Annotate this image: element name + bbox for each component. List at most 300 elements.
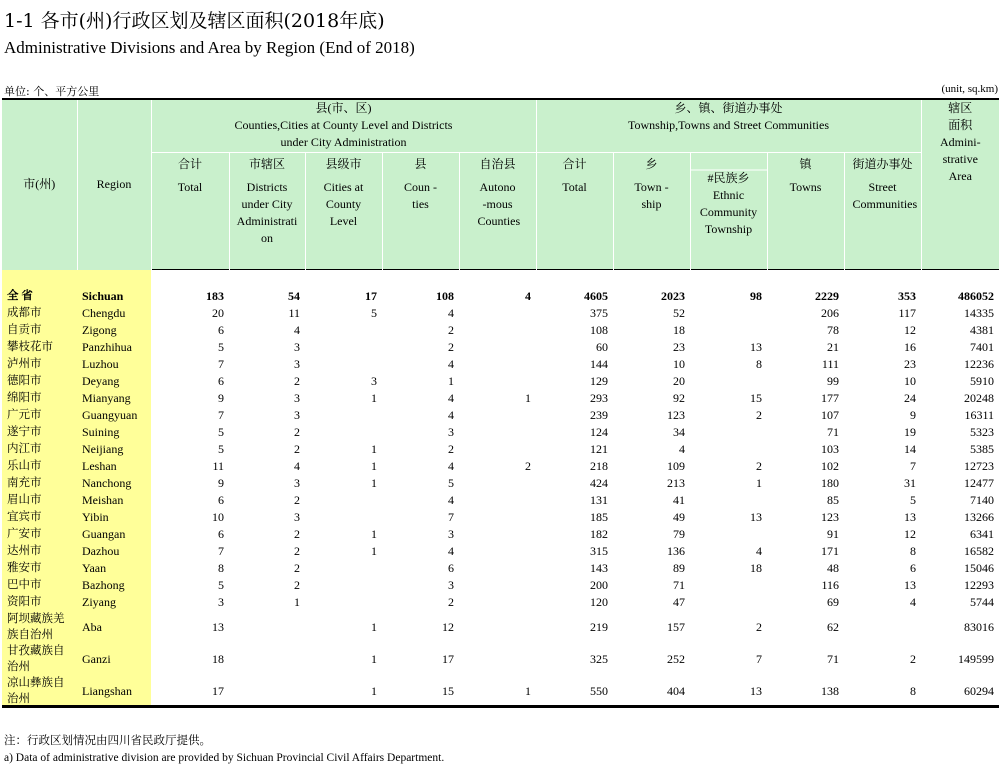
value-cell: 3 (371, 374, 377, 388)
value-cell (459, 305, 536, 322)
value-cell: 7 (756, 652, 762, 666)
value-cell: 138 (767, 675, 844, 708)
value-cell: 4 (448, 306, 454, 320)
region-name-en: Sichuan (77, 288, 151, 305)
value-cell: 149599 (958, 652, 995, 666)
value-cell: 17 (365, 289, 377, 303)
region-name-cn: 巴中市 (2, 577, 77, 594)
value-cell: 404 (613, 675, 690, 708)
value-cell: 78 (827, 323, 839, 337)
value-cell: 31 (904, 476, 917, 490)
table-row (2, 390, 999, 407)
table-row (2, 407, 999, 424)
value-cell (844, 611, 921, 643)
value-cell: 18 (673, 323, 685, 337)
value-cell: 107 (821, 408, 839, 422)
value-cell: 21 (827, 340, 839, 354)
value-cell: 7 (218, 408, 224, 422)
region-name-cn: 成都市 (2, 305, 77, 322)
region-name-cn: 广元市 (2, 407, 77, 424)
region-name-en: Aba (77, 611, 151, 643)
value-cell: 4 (448, 544, 454, 558)
value-cell (305, 492, 382, 509)
value-cell (305, 322, 382, 339)
footnote-en: a) Data of administrative division are provided by Sichuan Provincial Civil Affairs Department. (4, 752, 445, 764)
header-township-group-cn: 乡、镇、街道办事处 (674, 101, 783, 115)
value-cell: 3 (294, 340, 300, 354)
header-area-cn: 辖区面积 (948, 101, 973, 132)
value-cell (690, 441, 767, 458)
value-cell: 8 (844, 675, 921, 708)
page-title-en: Administrative Divisions and Area by Region (End of 2018) (4, 38, 415, 57)
value-cell: 117 (898, 306, 917, 320)
value-cell: 1 (371, 442, 377, 456)
footnote-cn: 注：行政区划情况由四川省民政厅提供。 (4, 733, 211, 747)
value-cell: 2 (756, 408, 762, 422)
value-cell: 8 (756, 357, 762, 371)
value-cell (459, 441, 536, 458)
value-cell: 7140 (970, 493, 995, 507)
header-area (921, 99, 999, 270)
header-city-cn: 市(州) (2, 99, 77, 270)
value-cell (690, 373, 767, 390)
value-cell: 20248 (964, 391, 995, 405)
header-col-street: 街道办事处 Street Communities (844, 153, 921, 270)
value-cell: 4 (910, 595, 917, 609)
value-cell: 10 (673, 357, 685, 371)
region-name-cn: 广安市 (2, 526, 77, 543)
region-name-cn: 雅安市 (2, 560, 77, 577)
region-name-cn: 绵阳市 (2, 390, 77, 407)
value-cell: 5 (218, 578, 224, 592)
region-name-en: Panzhihua (77, 339, 151, 356)
region-name-en: Chengdu (77, 305, 151, 322)
value-cell: 14335 (964, 306, 995, 320)
value-cell (305, 407, 382, 424)
region-name-en: Liangshan (77, 675, 151, 708)
value-cell: 71 (827, 652, 839, 666)
region-name-cn: 达州市 (2, 543, 77, 560)
value-cell: 9 (910, 408, 917, 422)
value-cell: 131 (590, 493, 608, 507)
value-cell (305, 577, 382, 594)
value-cell: 218 (590, 459, 608, 473)
value-cell: 2 (294, 374, 300, 388)
value-cell: 3 (294, 408, 300, 422)
value-cell: 7 (218, 357, 224, 371)
value-cell: 2 (448, 323, 454, 337)
value-cell: 1 (525, 391, 531, 405)
value-cell: 109 (667, 459, 685, 473)
value-cell: 2 (756, 459, 762, 473)
region-name-en: Dazhou (77, 543, 151, 560)
table-row (2, 475, 999, 492)
value-cell: 12236 (964, 357, 995, 371)
value-cell: 6341 (970, 527, 995, 541)
value-cell: 19 (904, 425, 917, 439)
value-cell: 2 (294, 442, 300, 456)
value-cell: 6 (218, 374, 224, 388)
value-cell: 120 (590, 595, 608, 609)
value-cell: 123 (667, 408, 685, 422)
value-cell: 12723 (964, 459, 995, 473)
value-cell: 5744 (970, 595, 995, 609)
value-cell: 3 (294, 391, 300, 405)
value-cell: 1 (756, 476, 762, 490)
header-col-ethnic-township: #民族乡 Ethnic Community Township (690, 153, 767, 270)
region-name-en: Guangyuan (77, 407, 151, 424)
region-name-en: Neijiang (77, 441, 151, 458)
value-cell: 17 (151, 675, 229, 708)
value-cell (459, 339, 536, 356)
value-cell (305, 560, 382, 577)
value-cell: 3 (448, 578, 454, 592)
value-cell (305, 424, 382, 441)
value-cell: 293 (590, 391, 608, 405)
value-cell: 1 (371, 620, 377, 634)
value-cell: 136 (667, 544, 685, 558)
value-cell: 16 (904, 340, 917, 354)
value-cell: 4 (525, 289, 531, 303)
value-cell: 2 (294, 527, 300, 541)
value-cell: 1 (371, 476, 377, 490)
table-row (2, 526, 999, 543)
value-cell: 9 (218, 476, 224, 490)
value-cell: 41 (673, 493, 685, 507)
value-cell (305, 339, 382, 356)
header-area-en: Admini-strative Area (939, 135, 981, 183)
value-cell: 5910 (970, 374, 995, 388)
value-cell: 5323 (970, 425, 995, 439)
value-cell: 10 (904, 374, 917, 388)
header-col-township-total: 合计 Total (536, 153, 613, 270)
value-cell: 102 (821, 459, 839, 473)
table-row (2, 373, 999, 390)
value-cell: 315 (590, 544, 608, 558)
table-row-total (2, 288, 999, 305)
value-cell: 4 (448, 408, 454, 422)
table-row (2, 424, 999, 441)
region-name-cn: 宜宾市 (2, 509, 77, 526)
value-cell: 89 (673, 561, 685, 575)
region-name-en: Yaan (77, 560, 151, 577)
region-name-cn: 资阳市 (2, 594, 77, 611)
region-name-en: Mianyang (77, 390, 151, 407)
value-cell: 5 (448, 476, 454, 490)
value-cell (459, 543, 536, 560)
value-cell: 20 (212, 306, 224, 320)
value-cell: 2 (756, 620, 762, 634)
value-cell: 52 (673, 306, 685, 320)
table-row (2, 441, 999, 458)
value-cell: 108 (436, 289, 454, 303)
value-cell: 1 (448, 374, 454, 388)
region-name-en: Zigong (77, 322, 151, 339)
region-name-en: Suining (77, 424, 151, 441)
value-cell: 20 (673, 374, 685, 388)
value-cell: 111 (821, 357, 839, 371)
value-cell: 2 (294, 578, 300, 592)
header-col-county-cities: 县级市 Cities at County Level (305, 153, 382, 270)
value-cell: 3 (294, 476, 300, 490)
value-cell: 13 (750, 510, 762, 524)
value-cell: 4 (448, 493, 454, 507)
value-cell: 4381 (970, 323, 995, 337)
value-cell: 5385 (970, 442, 995, 456)
region-name-cn: 遂宁市 (2, 424, 77, 441)
value-cell: 5 (910, 493, 917, 507)
value-cell: 13 (690, 675, 767, 708)
table-row (2, 594, 999, 611)
value-cell (459, 577, 536, 594)
value-cell: 12477 (964, 476, 995, 490)
value-cell: 1 (371, 527, 377, 541)
unit-label-en: (unit, sq.km) (941, 83, 998, 95)
value-cell: 13266 (964, 510, 995, 524)
value-cell: 24 (904, 391, 917, 405)
table-row (2, 305, 999, 322)
value-cell: 13 (212, 620, 224, 634)
value-cell: 4 (448, 357, 454, 371)
value-cell: 13 (904, 510, 917, 524)
region-name-cn: 内江市 (2, 441, 77, 458)
value-cell: 92 (673, 391, 685, 405)
value-cell: 23 (673, 340, 685, 354)
value-cell: 177 (821, 391, 839, 405)
region-name-en: Ganzi (77, 643, 151, 675)
table-row (2, 339, 999, 356)
region-name-en: Luzhou (77, 356, 151, 373)
value-cell: 103 (821, 442, 839, 456)
value-cell: 12 (442, 620, 454, 634)
value-cell: 17 (442, 652, 454, 666)
region-name-cn: 攀枝花市 (2, 339, 77, 356)
value-cell: 143 (590, 561, 608, 575)
value-cell (459, 526, 536, 543)
value-cell: 123 (821, 510, 839, 524)
value-cell: 47 (673, 595, 685, 609)
value-cell: 108 (590, 323, 608, 337)
unit-label-cn: 单位: 个、平方公里 (4, 85, 100, 98)
region-name-en: Yibin (77, 509, 151, 526)
table-body (2, 270, 999, 708)
value-cell: 6 (218, 323, 224, 337)
value-cell: 2 (294, 493, 300, 507)
value-cell: 48 (827, 561, 839, 575)
value-cell: 10 (212, 510, 224, 524)
value-cell: 13 (750, 340, 762, 354)
region-name-cn: 眉山市 (2, 492, 77, 509)
value-cell: 200 (590, 578, 608, 592)
value-cell (690, 322, 767, 339)
value-cell (690, 526, 767, 543)
region-name-en: Deyang (77, 373, 151, 390)
value-cell: 23 (904, 357, 917, 371)
value-cell: 183 (206, 289, 224, 303)
value-cell: 7 (910, 459, 917, 473)
value-cell: 8 (910, 544, 917, 558)
value-cell: 62 (827, 620, 839, 634)
value-cell: 1 (371, 459, 377, 473)
value-cell: 129 (590, 374, 608, 388)
value-cell: 18 (750, 561, 762, 575)
value-cell: 325 (590, 652, 608, 666)
value-cell: 2 (448, 595, 454, 609)
value-cell (229, 611, 305, 643)
value-cell: 16311 (964, 408, 995, 422)
value-cell: 98 (750, 289, 762, 303)
value-cell: 3 (448, 527, 454, 541)
value-cell: 6 (910, 561, 917, 575)
header-region-en: Region (77, 99, 151, 270)
value-cell: 13 (904, 578, 917, 592)
divisions-table (2, 98, 999, 708)
value-cell (459, 475, 536, 492)
value-cell: 4605 (584, 289, 608, 303)
value-cell: 60 (596, 340, 608, 354)
header-col-county-total: 合计 Total (151, 153, 229, 270)
header-col-township: 乡 Town -ship (613, 153, 690, 270)
value-cell: 71 (827, 425, 839, 439)
header-col-autonomous: 自治县 Autono -mous Counties (459, 153, 536, 270)
region-name-en: Meishan (77, 492, 151, 509)
value-cell (459, 407, 536, 424)
value-cell: 14 (904, 442, 917, 456)
value-cell (690, 577, 767, 594)
region-name-en: Bazhong (77, 577, 151, 594)
value-cell: 353 (898, 289, 917, 303)
value-cell: 4 (448, 459, 454, 473)
value-cell: 85 (827, 493, 839, 507)
value-cell: 182 (590, 527, 608, 541)
value-cell: 3 (294, 510, 300, 524)
value-cell: 1 (371, 652, 377, 666)
value-cell: 71 (673, 578, 685, 592)
value-cell: 3 (218, 595, 224, 609)
header-township-group-en: Township,Towns and Street Communities (628, 118, 829, 132)
region-name-cn: 泸州市 (2, 356, 77, 373)
table-row (2, 492, 999, 509)
value-cell: 157 (667, 620, 685, 634)
value-cell: 2023 (661, 289, 685, 303)
value-cell: 2 (910, 652, 917, 666)
value-cell: 2229 (815, 289, 839, 303)
value-cell: 7 (448, 510, 454, 524)
value-cell: 486052 (958, 289, 995, 303)
value-cell: 239 (590, 408, 608, 422)
value-cell (690, 305, 767, 322)
value-cell: 180 (821, 476, 839, 490)
value-cell: 6 (218, 493, 224, 507)
value-cell: 144 (590, 357, 608, 371)
value-cell: 12293 (964, 578, 995, 592)
value-cell: 550 (536, 675, 613, 708)
value-cell: 424 (590, 476, 608, 490)
value-cell (459, 322, 536, 339)
region-name-cn: 阿坝藏族羌族自治州 (2, 611, 77, 643)
value-cell: 99 (827, 374, 839, 388)
value-cell: 12 (904, 527, 917, 541)
value-cell (690, 492, 767, 509)
value-cell: 213 (667, 476, 685, 490)
value-cell (459, 594, 536, 611)
value-cell: 5 (218, 425, 224, 439)
value-cell: 3 (294, 357, 300, 371)
value-cell: 69 (827, 595, 839, 609)
table-row (2, 675, 999, 708)
value-cell: 2 (525, 459, 531, 473)
value-cell: 4 (294, 459, 300, 473)
value-cell: 60294 (921, 675, 999, 708)
value-cell (459, 509, 536, 526)
value-cell (459, 373, 536, 390)
value-cell: 83016 (964, 620, 995, 634)
value-cell: 5 (371, 306, 377, 320)
value-cell: 11 (212, 459, 224, 473)
value-cell: 79 (673, 527, 685, 541)
region-name-en: Nanchong (77, 475, 151, 492)
value-cell: 91 (827, 527, 839, 541)
value-cell: 34 (673, 425, 685, 439)
table-row (2, 458, 999, 475)
value-cell: 171 (821, 544, 839, 558)
value-cell (229, 675, 305, 708)
table-row (2, 356, 999, 373)
value-cell (229, 643, 305, 675)
value-cell (459, 611, 536, 643)
region-name-cn: 德阳市 (2, 373, 77, 390)
value-cell: 11 (288, 306, 300, 320)
value-cell: 4 (756, 544, 762, 558)
value-cell: 1 (371, 391, 377, 405)
value-cell: 6 (218, 527, 224, 541)
region-name-cn: 南充市 (2, 475, 77, 492)
value-cell (459, 424, 536, 441)
value-cell: 7 (218, 544, 224, 558)
region-name-cn: 乐山市 (2, 458, 77, 475)
value-cell (459, 356, 536, 373)
value-cell: 116 (821, 578, 839, 592)
value-cell: 2 (448, 340, 454, 354)
value-cell: 49 (673, 510, 685, 524)
value-cell: 16582 (964, 544, 995, 558)
value-cell (305, 594, 382, 611)
value-cell (459, 560, 536, 577)
value-cell: 1 (294, 595, 300, 609)
table-row (2, 560, 999, 577)
value-cell: 15 (750, 391, 762, 405)
table-row (2, 543, 999, 560)
header-county-group (151, 99, 536, 153)
value-cell: 1 (459, 675, 536, 708)
value-cell: 2 (294, 425, 300, 439)
value-cell: 206 (821, 306, 839, 320)
value-cell: 2 (294, 561, 300, 575)
value-cell: 8 (218, 561, 224, 575)
value-cell (690, 594, 767, 611)
value-cell: 7401 (970, 340, 995, 354)
header-township-group (536, 99, 921, 153)
region-name-cn: 甘孜藏族自治州 (2, 643, 77, 675)
value-cell: 2 (294, 544, 300, 558)
value-cell: 15046 (964, 561, 995, 575)
value-cell: 185 (590, 510, 608, 524)
value-cell: 4 (294, 323, 300, 337)
region-name-en: Leshan (77, 458, 151, 475)
value-cell: 5 (218, 340, 224, 354)
value-cell: 54 (288, 289, 300, 303)
value-cell: 252 (667, 652, 685, 666)
